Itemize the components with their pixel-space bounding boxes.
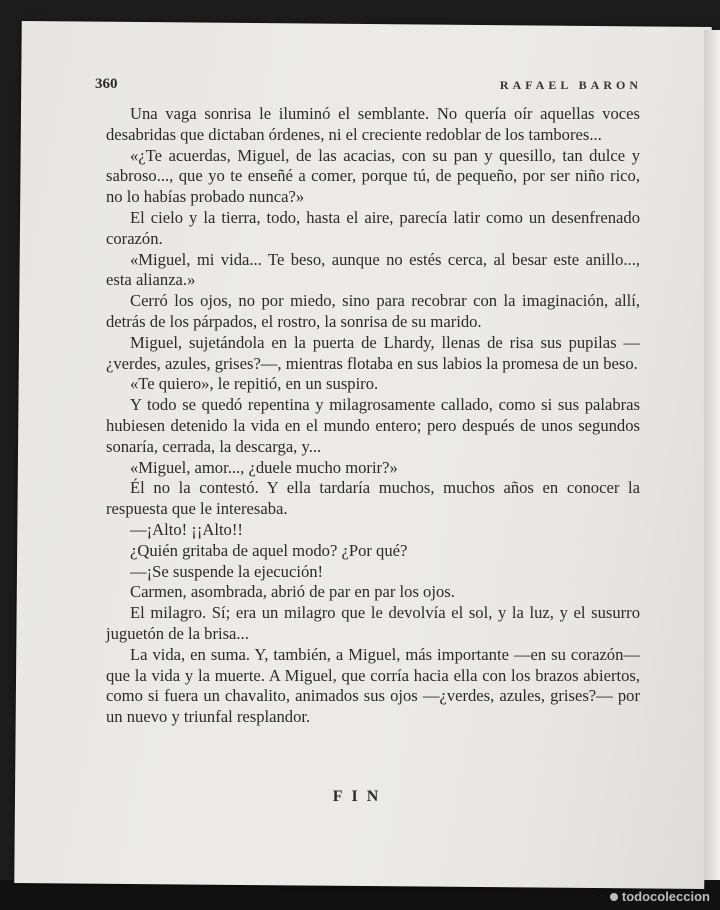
paragraph: Miguel, sujetándola en la puerta de Lhardy, llenas de risa sus pupilas —¿verdes, azules, grises?—, mientras flotaba en sus labios la promesa de un beso.: [106, 332, 640, 373]
paragraph: ¿Quién gritaba de aquel modo? ¿Por qué?: [130, 540, 408, 560]
paragraph: —¡Alto! ¡¡Alto!!: [130, 519, 243, 539]
paragraph: El cielo y la tierra, todo, hasta el aire, parecía latir como un desenfrenado corazón.: [106, 207, 640, 248]
paragraph: «Miguel, amor..., ¿duele mucho morir?»: [130, 457, 398, 477]
next-page-edge: [704, 30, 720, 880]
paragraph: «¿Te acuerdas, Miguel, de las acacias, con su pan y quesillo, tan dulce y sabroso..., que yo te enseñé a comer, porque tú, de pequeño, por ser niño rico, no lo habías probado nunca?»: [106, 145, 640, 207]
paragraph: «Te quiero», le repitió, en un suspiro.: [130, 374, 379, 394]
paragraph: Y todo se quedó repentina y milagrosamente callado, como si sus palabras hubiesen detenido la vida en el mundo entero; pero después de unos segundos sonaría, cerrada, la descarga, y...: [106, 395, 640, 456]
paragraph: Cerró los ojos, no por miedo, sino para recobrar con la imaginación, allí, detrás de los párpados, el rostro, la sonrisa de su marido.: [106, 291, 640, 331]
paragraph: «Miguel, mi vida... Te beso, aunque no estés cerca, al besar este anillo..., esta alianza.»: [106, 249, 640, 290]
watermark-logo-icon: [610, 893, 618, 901]
paragraph: Carmen, asombrada, abrió de par en par los ojos.: [130, 582, 455, 602]
ending-mark: FIN: [332, 788, 388, 805]
paragraph: El milagro. Sí; era un milagro que le devolvía el sol, y la luz, y el susurro juguetón de la brisa...: [106, 603, 640, 643]
watermark-text: todocoleccion: [621, 889, 710, 904]
watermark: [610, 889, 710, 904]
body-text: [106, 104, 640, 728]
running-head: RAFAEL BARON: [499, 78, 642, 92]
paragraph: Una vaga sonrisa le iluminó el semblante. No quería oír aquellas voces desabridas que dictaban órdenes, ni el creciente redoblar de los tambores...: [106, 104, 640, 144]
paragraph: —¡Se suspende la ejecución!: [130, 561, 324, 581]
page-number: 360: [95, 76, 118, 92]
paragraph: La vida, en suma. Y, también, a Miguel, más importante —en su corazón— que la vida y la muerte. A Miguel, que corría hacia ella con los brazos abiertos, como si fuera un chavalito, animados sus ojos —¿verdes, azules, grises?— por un nuevo y triunfal resplandor.: [106, 644, 640, 727]
paragraph: Él no la contestó. Y ella tardaría muchos, muchos años en conocer la respuesta que le interesaba.: [106, 478, 640, 519]
